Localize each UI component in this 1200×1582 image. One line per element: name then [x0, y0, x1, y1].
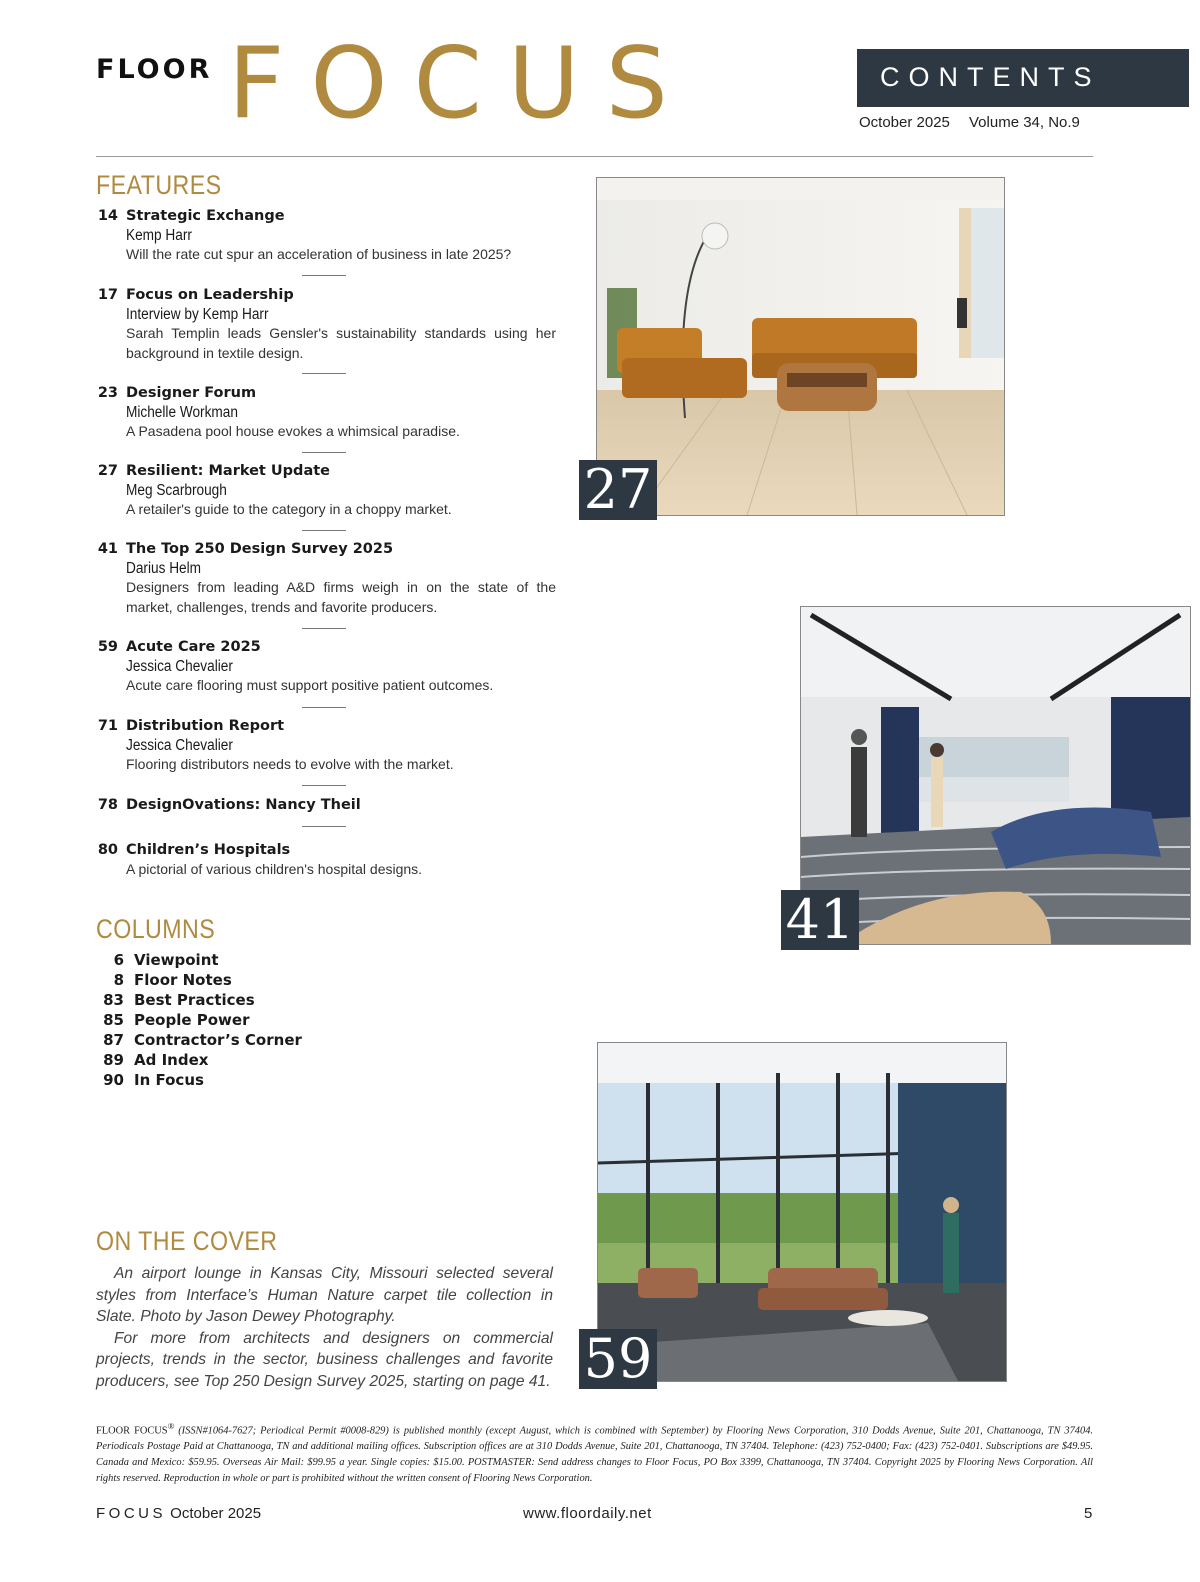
divider-dash [302, 373, 346, 374]
feature-page: 78 [97, 797, 118, 813]
divider-dash [302, 826, 346, 827]
feature-desc: Acute care flooring must support positive patient outcomes. [126, 677, 494, 693]
feature-author: Meg Scarbrough [126, 482, 227, 499]
column-page: 87 [103, 1031, 124, 1049]
footer-mag-name: FOCUS [96, 1505, 166, 1522]
column-page: 8 [113, 971, 124, 989]
column-page: 83 [103, 991, 124, 1009]
column-page: 85 [103, 1011, 124, 1029]
feature-title: The Top 250 Design Survey 2025 [126, 541, 394, 557]
feature-title: Designer Forum [126, 385, 257, 401]
feature-author: Interview by Kemp Harr [126, 306, 269, 323]
feature-entry[interactable] [96, 637, 556, 696]
feature-desc: Will the rate cut spur an acceleration of business in late 2025? [126, 246, 512, 262]
columns-heading: COLUMNS [96, 914, 216, 944]
column-entry[interactable] [96, 1030, 396, 1050]
feature-desc: Flooring distributors needs to evolve with the market. [126, 756, 454, 772]
registered-mark: ® [167, 1421, 175, 1431]
column-title: People Power [134, 1011, 250, 1029]
feature-title: Resilient: Market Update [126, 463, 330, 479]
feature-page: 41 [97, 541, 118, 557]
feature-page: 17 [97, 287, 118, 303]
page-tag-59: 59 [579, 1329, 657, 1389]
column-entry[interactable] [96, 1070, 396, 1090]
feature-entry[interactable] [96, 383, 556, 442]
legal-text: (ISSN#1064-7627; Periodical Permit #0008-829) is published monthly (except August, which is combined with September) by Flooring News Corporation, 310 Dodds Avenue, Suite 201, Chattanooga, TN 37404. Periodicals Postage Paid at Chattanooga, TN and additional mailing offices. Subscription offices are at 310 Dodds Avenue, Suite 201, Chattanooga, TN 37404. Telephone: (423) 752-0400; Fax: (423) 752-0401. Subscriptions are $49.95. Canada and Mexico: $59.95. Overseas Air Mail: $99.95 a year. Single copies: $15.00. POSTMASTER: Send address changes to Floor Focus, PO Box 3399, Chattanooga, TN 37404. Copyright 2025 by Flooring News Corporation. All rights reserved. Reproduction in whole or part is prohibited without the written consent of Flooring News Corporation. [96, 1425, 1093, 1485]
contents-label: CONTENTS [880, 62, 1101, 92]
header-divider [96, 156, 1093, 157]
brand-floor: FLOOR [96, 54, 213, 85]
feature-page: 23 [97, 385, 118, 401]
column-entry[interactable] [96, 950, 396, 970]
column-title: Floor Notes [134, 971, 232, 989]
features-heading: FEATURES [96, 170, 222, 200]
feature-entry[interactable] [96, 461, 556, 520]
feature-desc: A Pasadena pool house evokes a whimsical paradise. [126, 423, 460, 439]
feature-author: Michelle Workman [126, 404, 238, 421]
column-title: Best Practices [134, 991, 255, 1009]
divider-dash [302, 530, 346, 531]
page-number: 5 [1084, 1505, 1093, 1522]
feature-page: 27 [97, 463, 118, 479]
feature-title: Children’s Hospitals [126, 842, 291, 858]
feature-author: Darius Helm [126, 560, 202, 577]
feature-author: Jessica Chevalier [126, 737, 233, 754]
divider-dash [302, 707, 346, 708]
footer-date: October 2025 [170, 1505, 262, 1522]
page-tag-27: 27 [579, 460, 657, 520]
divider-dash [302, 275, 346, 276]
column-page: 6 [113, 951, 124, 969]
column-page: 89 [103, 1051, 124, 1069]
feature-desc: Sarah Templin leads Gensler's sustainability standards using her background in textile design. [126, 325, 556, 361]
feature-title: Distribution Report [126, 718, 285, 734]
feature-author: Jessica Chevalier [126, 658, 233, 675]
issue-volume: Volume 34, No.9 [969, 114, 1080, 131]
feature-title: DesignOvations: Nancy Theil [126, 797, 361, 813]
column-title: Contractor’s Corner [134, 1031, 302, 1049]
divider-dash [302, 628, 346, 629]
feature-entry[interactable] [96, 285, 556, 363]
page-tag-41: 41 [781, 890, 859, 950]
feature-entry[interactable] [96, 206, 556, 265]
feature-desc: A retailer's guide to the category in a choppy market. [126, 501, 452, 517]
column-entry[interactable] [96, 970, 396, 990]
feature-page: 80 [97, 842, 118, 858]
column-entry[interactable] [96, 1050, 396, 1070]
legal-notice [96, 1418, 1093, 1487]
feature-title: Strategic Exchange [126, 208, 285, 224]
feature-entry[interactable] [96, 840, 556, 880]
cover-description [96, 1263, 553, 1392]
column-title: Ad Index [134, 1051, 209, 1069]
living-room-photo[interactable] [596, 177, 1005, 516]
airport-lounge-illustration [598, 1043, 1006, 1381]
feature-title: Acute Care 2025 [126, 639, 261, 655]
feature-title: Focus on Leadership [126, 287, 294, 303]
feature-entry[interactable] [96, 795, 556, 815]
column-entry[interactable] [96, 1010, 396, 1030]
cover-paragraph: For more from architects and designers on commercial projects, trends in the sector, business challenges and favorite producers, see Top 250 Design Survey 2025, starting on page 41. [96, 1329, 553, 1390]
cover-paragraph: An airport lounge in Kansas City, Missouri selected several styles from Interface’s Human Nature carpet tile collection in Slate. Photo by Jason Dewey Photography. [96, 1265, 553, 1325]
column-page: 90 [103, 1071, 124, 1089]
airport-lounge-photo[interactable] [597, 1042, 1007, 1382]
cover-heading: ON THE COVER [96, 1226, 278, 1256]
feature-entry[interactable] [96, 716, 556, 775]
feature-entry[interactable] [96, 539, 556, 617]
footer-url[interactable]: www.floordaily.net [523, 1505, 652, 1522]
divider-dash [302, 785, 346, 786]
living-room-illustration [597, 178, 1004, 515]
feature-page: 59 [97, 639, 118, 655]
lobby-illustration [801, 607, 1190, 944]
footer-issue [96, 1505, 261, 1522]
column-title: Viewpoint [134, 951, 219, 969]
feature-desc: Designers from leading A&D firms weigh in on the state of the market, challenges, trends and favorite producers. [126, 579, 556, 615]
feature-desc: A pictorial of various children's hospital designs. [126, 861, 423, 877]
feature-page: 71 [97, 718, 118, 734]
issue-date: October 2025 [859, 114, 950, 131]
column-title: In Focus [134, 1071, 204, 1089]
legal-brand: FLOOR FOCUS [96, 1425, 168, 1437]
feature-page: 14 [97, 208, 118, 224]
column-entry[interactable] [96, 990, 396, 1010]
feature-author: Kemp Harr [126, 227, 192, 244]
divider-dash [302, 452, 346, 453]
brand-focus: FOCUS [228, 27, 694, 141]
